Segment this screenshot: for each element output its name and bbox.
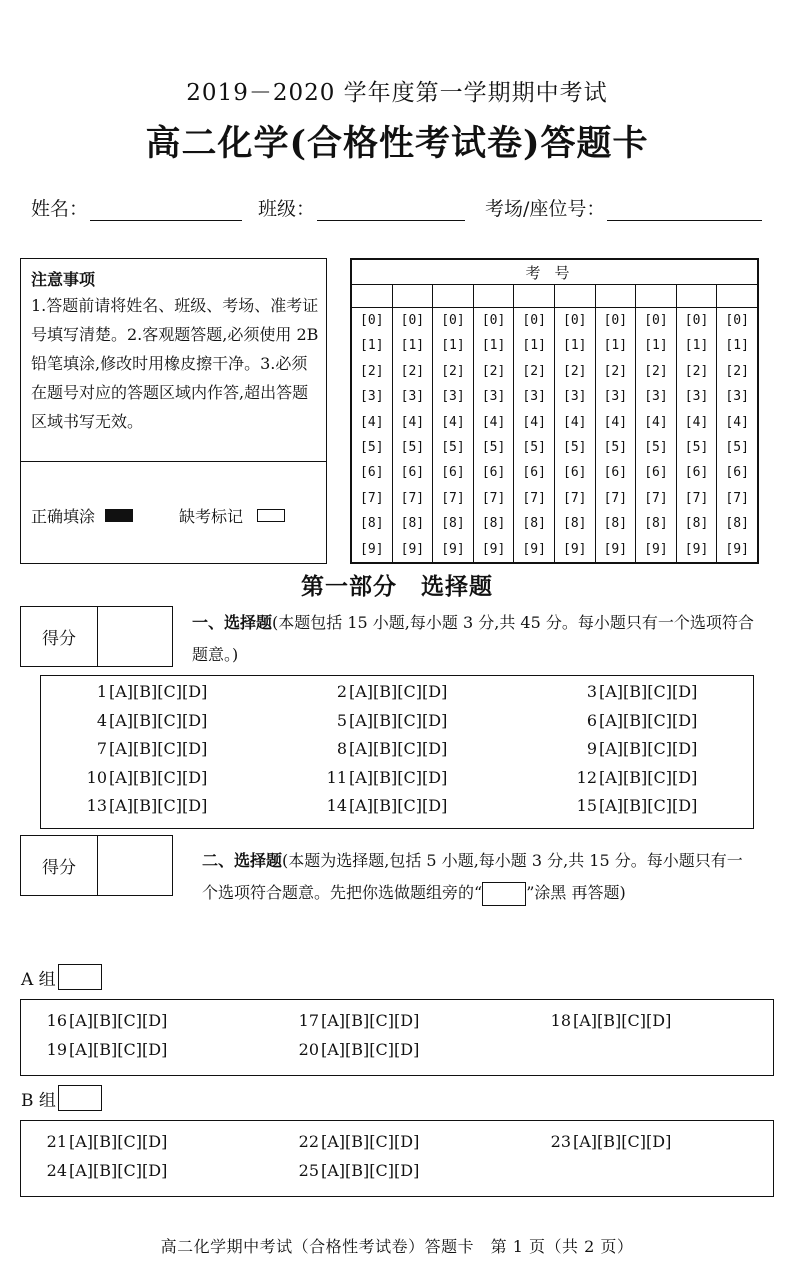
question-item[interactable] [297,1040,419,1059]
answer-options[interactable]: [A][B][C][D] [109,710,208,730]
digit-bubble[interactable]: [9] [481,541,506,557]
question-number: 8 [336,739,347,758]
digit-column [676,308,717,563]
digit-bubble[interactable]: [4] [684,414,709,430]
notice-divider [21,461,326,462]
section2-desc-end: ”涂黑 再答题) [526,883,626,902]
digit-bubble[interactable]: [1] [684,338,709,354]
digit-bubble[interactable]: [2] [725,363,749,379]
question-item[interactable] [45,1132,167,1151]
notice-body: 1.答题前请将姓名、班级、考场、准考证号填写清楚。2.客观题答题,必须使用 2B 铅笔填涂,修改时用橡皮擦干净。3.必须在题号对应的答题区域内作答,超出答题区域书写无效。 [31,296,319,431]
digit-bubble[interactable]: [5] [684,440,709,456]
digit-bubble[interactable]: [9] [684,541,709,557]
digit-bubble[interactable]: [5] [603,440,628,456]
digit-bubble[interactable]: [4] [563,414,587,430]
digit-bubble[interactable]: [1] [441,338,465,354]
answer-options[interactable]: [A][B][C][D] [109,682,208,701]
question-number: 19 [46,1040,67,1059]
digit-bubble[interactable]: [0] [360,313,384,328]
question-item[interactable] [297,1011,419,1030]
question-item[interactable] [325,739,447,758]
digit-bubble[interactable]: [3] [522,389,546,405]
digit-bubble[interactable]: [7] [400,490,425,506]
digit-write-cell[interactable] [636,285,677,308]
name-line[interactable] [90,200,242,221]
digit-bubble[interactable]: [1] [522,338,546,354]
digit-bubble[interactable]: [7] [603,490,628,506]
digit-bubble[interactable]: [1] [563,338,587,354]
exam-subtitle: 2019－2020 学年度第一学期期中考试 [186,80,608,106]
digit-bubble[interactable]: [9] [603,541,628,557]
exam-number-grid [350,258,759,564]
digit-bubble[interactable]: [2] [522,363,546,379]
digit-bubble[interactable]: [2] [441,363,465,379]
question-number: 10 [86,767,107,787]
digit-bubble[interactable]: [3] [684,389,709,405]
section1-desc: (本题包括 15 小题,每小题 3 分,共 45 分。每小题只有一个选项符合题意。) [192,613,754,664]
question-item[interactable] [85,739,207,758]
digit-bubble[interactable]: [5] [563,440,587,456]
answer-options[interactable]: [A][B][C][D] [69,1011,168,1030]
question-item[interactable] [85,768,207,787]
digit-bubble[interactable]: [1] [400,338,425,354]
digit-bubble[interactable]: [2] [360,363,384,379]
question-item[interactable] [325,682,447,701]
correct-fill-label: 正确填涂 [31,507,96,526]
absent-mark-box[interactable] [257,509,285,522]
correct-fill-legend [31,504,133,527]
question-item[interactable] [575,768,697,787]
question-item[interactable] [45,1161,167,1180]
question-number: 20 [298,1040,319,1059]
answer-options[interactable]: [A][B][C][D] [109,739,208,758]
digit-bubble[interactable]: [9] [400,541,425,557]
score-label: 得分 [21,836,98,895]
digit-write-cell[interactable] [676,285,717,308]
digit-bubble[interactable]: [9] [563,541,587,557]
digit-bubble[interactable]: [2] [684,363,709,379]
digit-write-cell[interactable] [554,285,595,308]
question-number: 4 [96,710,107,730]
digit-bubble[interactable]: [9] [725,541,749,557]
answer-options[interactable]: [A][B][C][D] [573,1011,672,1030]
digit-column [554,308,595,563]
digit-column [473,308,514,563]
digit-bubble[interactable]: [8] [563,516,587,532]
digit-bubble[interactable]: [0] [603,313,628,328]
group-a-label: A 组 [21,969,56,990]
digit-bubble[interactable]: [4] [644,414,668,430]
digit-bubble[interactable]: [7] [441,490,465,506]
score-label: 得分 [21,607,98,666]
digit-bubble[interactable]: [4] [481,414,506,430]
group-a-answer-area [20,999,774,1076]
question-number: 18 [550,1011,571,1030]
digit-bubble[interactable]: [6] [360,465,384,481]
digit-bubble[interactable]: [8] [725,516,749,532]
digit-bubble[interactable]: [0] [441,313,465,328]
question-number: 14 [326,796,347,815]
digit-bubble[interactable]: [4] [725,414,749,430]
digit-bubble[interactable]: [6] [522,465,546,481]
digit-bubble[interactable]: [5] [441,440,465,456]
digit-write-cell[interactable] [717,285,758,308]
answer-options[interactable]: [A][B][C][D] [349,739,448,758]
digit-bubble[interactable]: [0] [684,313,709,328]
digit-bubble[interactable]: [3] [441,389,465,405]
digit-bubble[interactable]: [0] [481,313,506,328]
class-field[interactable] [258,194,465,221]
digit-bubble[interactable]: [1] [360,338,384,354]
answer-options[interactable]: [A][B][C][D] [599,682,698,701]
answer-options[interactable]: [A][B][C][D] [69,1161,168,1180]
question-number: 2 [336,682,347,701]
question-number: 22 [298,1132,319,1151]
group-b-answer-area [20,1120,774,1197]
answer-options[interactable]: [A][B][C][D] [321,1011,420,1030]
digit-bubble[interactable]: [5] [400,440,425,456]
digit-column [717,308,758,563]
digit-bubble[interactable]: [3] [725,389,749,405]
class-label: 班级： [258,198,316,220]
answer-options[interactable]: [A][B][C][D] [69,1132,168,1151]
digit-bubble[interactable]: [8] [360,516,384,532]
answer-sheet-title: 高二化学(合格性考试卷)答题卡 [145,123,649,164]
digit-bubble[interactable]: [6] [684,465,709,481]
digit-bubble[interactable]: [8] [522,516,546,532]
digit-column [514,308,555,563]
digit-bubble[interactable]: [8] [603,516,628,532]
answer-options[interactable]: [A][B][C][D] [321,1161,420,1180]
digit-bubble[interactable]: [8] [684,516,709,532]
filled-mark-icon [105,509,133,522]
question-number: 15 [576,796,597,815]
digit-bubble[interactable]: [3] [563,389,587,405]
question-number: 6 [586,710,597,730]
answer-options[interactable]: [A][B][C][D] [109,767,208,787]
question-item[interactable] [575,711,697,730]
group-a-selector[interactable] [21,964,102,990]
digit-bubble[interactable]: [8] [441,516,465,532]
digit-bubble[interactable]: [0] [725,313,749,328]
answer-options[interactable]: [A][B][C][D] [599,710,698,730]
answer-options[interactable]: [A][B][C][D] [573,1132,672,1151]
digit-bubble[interactable]: [8] [644,516,668,532]
name-field[interactable] [31,194,242,221]
seat-field[interactable] [485,194,762,221]
digit-bubble[interactable]: [2] [481,363,506,379]
question-item[interactable] [297,1132,419,1151]
digit-bubble[interactable]: [3] [360,389,384,405]
question-number: 12 [576,767,597,787]
question-number: 3 [586,682,597,701]
absent-mark-label: 缺考标记 [179,507,244,526]
digit-bubble[interactable]: [6] [563,465,587,481]
class-line[interactable] [317,200,465,221]
digit-bubble[interactable]: [1] [481,338,506,354]
section1-answer-area [40,675,754,829]
digit-bubble[interactable]: [6] [441,465,465,481]
inline-group-box [482,882,526,906]
digit-write-cell[interactable] [392,285,433,308]
digit-bubble[interactable]: [7] [360,490,384,506]
digit-bubble[interactable]: [9] [644,541,668,557]
digit-write-cell[interactable] [473,285,514,308]
answer-options[interactable]: [A][B][C][D] [349,710,448,730]
seat-label: 考场/座位号： [485,198,606,220]
digit-bubble[interactable]: [1] [603,338,628,354]
question-number: 11 [326,767,347,787]
section1-heading: 一、选择题 [192,613,273,632]
section2-heading: 二、选择题 [202,851,283,870]
digit-bubble[interactable]: [3] [603,389,628,405]
question-item[interactable] [85,682,207,701]
notice-box [20,258,327,564]
digit-bubble[interactable]: [3] [644,389,668,405]
question-item[interactable] [297,1161,419,1180]
group-b-label: B 组 [21,1090,56,1111]
digit-bubble[interactable]: [2] [563,363,587,379]
notice-title: 注意事项 [31,270,96,289]
digit-bubble[interactable]: [4] [400,414,425,430]
digit-bubble[interactable]: [7] [522,490,546,506]
digit-write-cell[interactable] [514,285,555,308]
digit-bubble[interactable]: [7] [725,490,749,506]
digit-bubble[interactable]: [7] [644,490,668,506]
part1-title: 第一部分 选择题 [301,573,493,600]
digit-column [433,308,474,563]
question-number: 5 [336,710,347,730]
digit-column [392,308,433,563]
question-item[interactable] [325,796,447,815]
group-a-box[interactable] [58,964,102,990]
section1-instructions [192,607,764,671]
page-footer: 高二化学期中考试（合格性考试卷）答题卡 第 1 页（共 2 页） [160,1237,634,1256]
question-item[interactable] [549,1132,671,1151]
digit-bubble[interactable]: [3] [481,389,506,405]
digit-bubble[interactable]: [0] [563,313,587,328]
question-item[interactable] [45,1011,167,1030]
digit-bubble[interactable]: [6] [400,465,425,481]
score-box-2 [20,835,173,896]
digit-bubble[interactable]: [2] [603,363,628,379]
digit-bubble[interactable]: [4] [522,414,546,430]
question-item[interactable] [549,1011,671,1030]
answer-options[interactable]: [A][B][C][D] [321,1040,420,1059]
question-number: 21 [46,1132,67,1151]
answer-options[interactable]: [A][B][C][D] [69,1040,168,1059]
question-number: 13 [86,796,107,815]
answer-options[interactable]: [A][B][C][D] [109,796,208,815]
digit-bubble[interactable]: [5] [522,440,546,456]
digit-bubble[interactable]: [4] [603,414,628,430]
seat-line[interactable] [607,200,762,221]
section2-instructions [202,845,752,909]
question-number: 25 [298,1161,319,1180]
digit-bubble[interactable]: [7] [684,490,709,506]
question-item[interactable] [575,739,697,758]
name-label: 姓名： [31,198,89,220]
digit-bubble[interactable]: [4] [441,414,465,430]
digit-bubble[interactable]: [9] [522,541,546,557]
digit-bubble[interactable]: [0] [400,313,425,328]
digit-bubble[interactable]: [1] [725,338,749,354]
digit-bubble[interactable]: [6] [644,465,668,481]
digit-column [595,308,636,563]
exam-number-header: 考号 [352,260,758,285]
digit-bubble[interactable]: [0] [644,313,668,328]
question-item[interactable] [575,682,697,701]
digit-write-cell[interactable] [352,285,393,308]
digit-bubble[interactable]: [9] [360,541,384,557]
absent-mark-legend [179,504,285,527]
digit-bubble[interactable]: [1] [644,338,668,354]
digit-bubble[interactable]: [7] [481,490,506,506]
digit-bubble[interactable]: [8] [481,516,506,532]
question-number: 24 [46,1161,67,1180]
digit-bubble[interactable]: [6] [725,465,749,481]
group-b-selector[interactable] [21,1085,102,1111]
group-b-box[interactable] [58,1085,102,1111]
answer-options[interactable]: [A][B][C][D] [349,796,448,815]
digit-bubble[interactable]: [7] [563,490,587,506]
score-box-1 [20,606,173,667]
question-item[interactable] [325,711,447,730]
question-item[interactable] [85,711,207,730]
question-number: 9 [586,739,597,758]
digit-bubble[interactable]: [6] [603,465,628,481]
digit-bubble[interactable]: [5] [481,440,506,456]
question-item[interactable] [325,768,447,787]
digit-bubble[interactable]: [9] [441,541,465,557]
digit-bubble[interactable]: [5] [725,440,749,456]
answer-options[interactable]: [A][B][C][D] [321,1132,420,1151]
digit-bubble[interactable]: [2] [400,363,425,379]
question-number: 7 [96,739,107,758]
question-number: 1 [96,682,107,701]
digit-write-cell[interactable] [595,285,636,308]
question-item[interactable] [575,796,697,815]
digit-bubble[interactable]: [8] [400,516,425,532]
answer-options[interactable]: [A][B][C][D] [599,796,698,815]
question-number: 17 [298,1011,319,1030]
digit-bubble[interactable]: [2] [644,363,668,379]
section2-desc: (本题为选择题,包括 5 小题,每小题 3 分,共 15 分。每小题只有一个选项符合题意。先把你选做题组旁的“ [202,851,743,902]
question-number: 16 [46,1011,67,1030]
answer-options[interactable]: [A][B][C][D] [599,767,698,787]
question-number: 23 [550,1132,571,1151]
question-item[interactable] [45,1040,167,1059]
digit-bubble[interactable]: [5] [360,440,384,456]
answer-options[interactable]: [A][B][C][D] [349,682,448,701]
digit-column [636,308,677,563]
digit-bubble[interactable]: [0] [522,313,546,328]
digit-column [352,308,393,563]
digit-write-cell[interactable] [433,285,474,308]
digit-bubble[interactable]: [5] [644,440,668,456]
digit-bubble[interactable]: [6] [481,465,506,481]
digit-bubble[interactable]: [4] [360,414,384,430]
digit-bubble[interactable]: [3] [400,389,425,405]
question-item[interactable] [85,796,207,815]
answer-options[interactable]: [A][B][C][D] [349,767,448,787]
answer-options[interactable]: [A][B][C][D] [599,739,698,758]
